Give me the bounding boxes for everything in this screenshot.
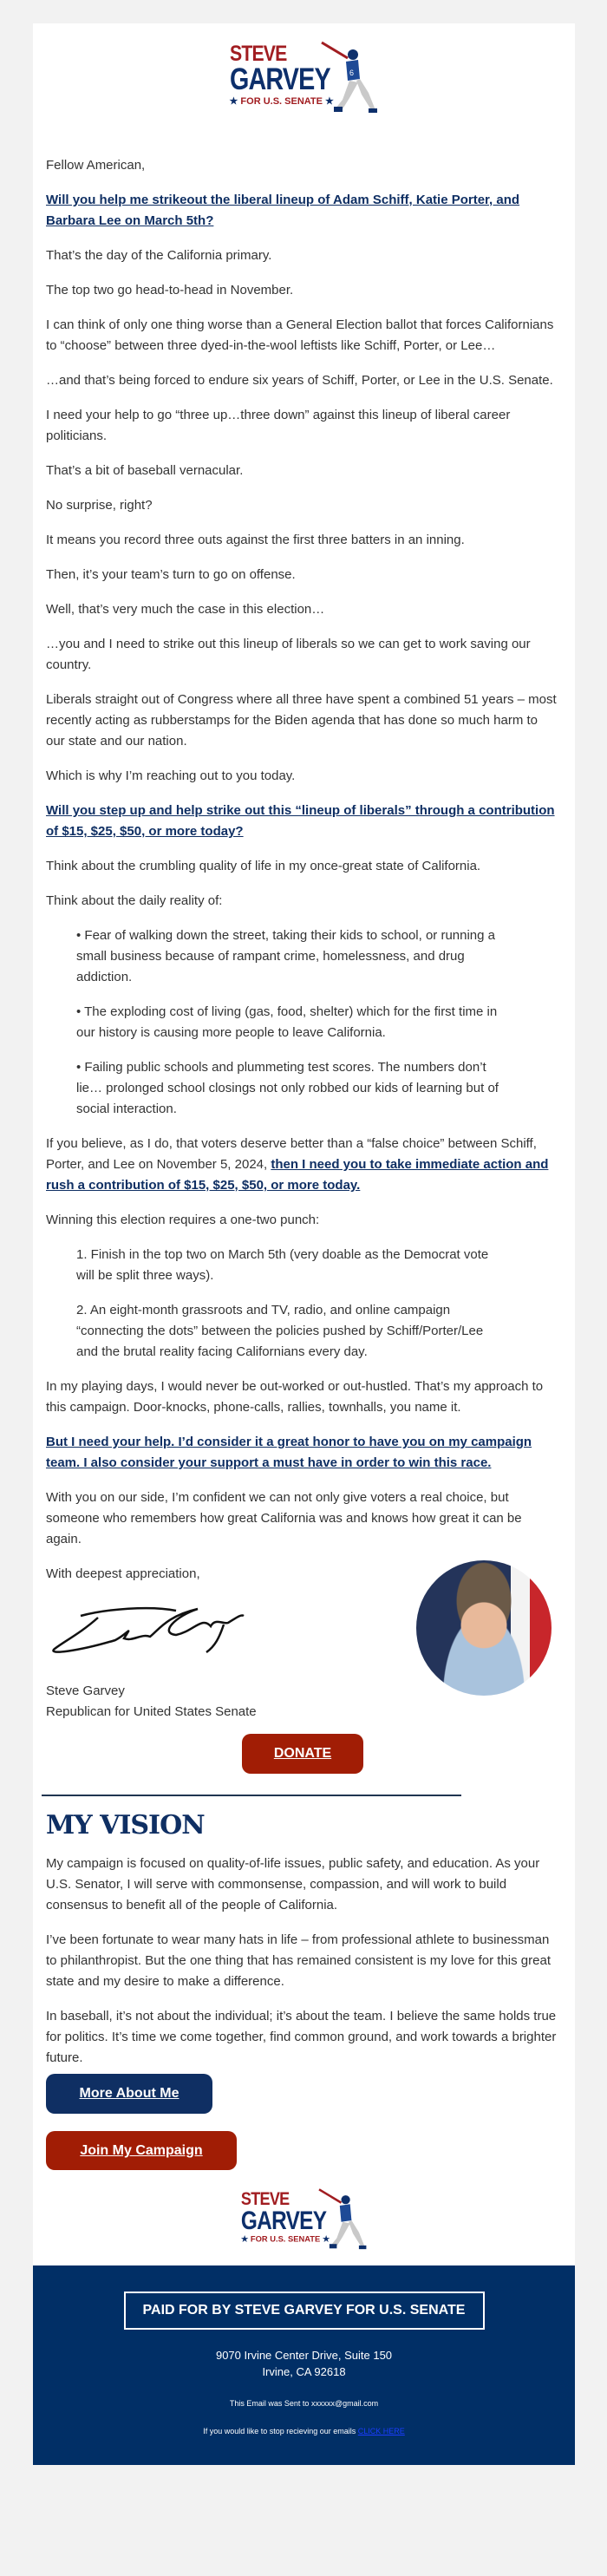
donate-link-3[interactable]: then I need you to take immediate action and rush a contribution of $15, $25, $50, or more today. xyxy=(46,1157,549,1193)
paragraph: I can think of only one thing worse than a General Election ballot that forces Californians to “choose” between three dyed-in-the-wool leftists like Schiff, Porter, or Lee… xyxy=(46,317,554,353)
paragraph: It means you record three outs against the first three batters in an inning. xyxy=(46,533,465,547)
candidate-photo xyxy=(416,1560,552,1696)
logo-steve: STEVE xyxy=(229,42,286,66)
paragraph: Winning this election requires a one-two punch: xyxy=(46,1213,320,1227)
donate-link-2[interactable]: Will you step up and help strike out this “lineup of liberals” through a contribution of $15, $25, $50, or more today? xyxy=(46,803,555,839)
header-logo: STEVE GARVEY ★ FOR U.S. SENATE ★ 6 xyxy=(33,23,575,126)
paragraph: I’ve been fortunate to wear many hats in life – from professional athlete to businessman to philanthropist. But the one thing that has remained consistent is my love for this great state and my desire to make a difference. xyxy=(46,1932,551,1989)
greeting: Fellow American, xyxy=(46,158,146,173)
list-item: 1. Finish in the top two on March 5th (very doable as the Democrat vote will be split three ways). xyxy=(76,1247,489,1283)
paid-for-disclaimer: PAID FOR BY STEVE GARVEY FOR U.S. SENATE xyxy=(124,2292,485,2330)
paragraph: My campaign is focused on quality-of-life issues, public safety, and education. As your U.S. Senator, I will serve with commonsense, compassion, and will work to build consensus to benefit all of the people of California. xyxy=(46,1856,540,1912)
email-card xyxy=(33,23,575,2465)
join-campaign-button[interactable]: Join My Campaign xyxy=(46,2131,237,2170)
list-item: • Failing public schools and plummeting test scores. The numbers don’t lie… prolonged school closings not only robbed our kids of learning but of social interaction. xyxy=(76,1060,499,1116)
footer-logo: STEVE GARVEY ★ FOR U.S. SENATE ★ xyxy=(33,2170,575,2257)
address-line-2: Irvine, CA 92618 xyxy=(262,2365,346,2378)
list-item: • The exploding cost of living (gas, food, shelter) which for the first time in our history is causing more people to leave California. xyxy=(76,1004,498,1040)
baseball-player-icon xyxy=(314,2187,367,2254)
letter-body xyxy=(33,155,575,2170)
donate-link-1[interactable]: Will you help me strikeout the liberal lineup of Adam Schiff, Katie Porter, and Barbara Lee on March 5th? xyxy=(46,193,520,228)
paragraph: Which is why I’m reaching out to you today. xyxy=(46,768,296,783)
list-item: 2. An eight-month grassroots and TV, radio, and online campaign “connecting the dots” between the policies pushed by Schiff/Porter/Lee and the brutal reality facing Californians every day. xyxy=(76,1303,484,1359)
address-line-1: 9070 Irvine Center Drive, Suite 150 xyxy=(215,2349,393,2362)
signature-image xyxy=(46,1599,245,1659)
paragraph: That’s a bit of baseball vernacular. xyxy=(46,463,244,478)
paragraph: That’s the day of the California primary. xyxy=(46,248,272,263)
paragraph: Well, that’s very much the case in this election… xyxy=(46,602,325,617)
signature-block xyxy=(46,1564,559,1729)
paragraph: …and that’s being forced to endure six years of Schiff, Porter, or Lee in the U.S. Senate. xyxy=(46,373,553,388)
reality-list xyxy=(46,925,506,1120)
join-link[interactable]: But I need your help. I’d consider it a great honor to have you on my campaign team. I also consider your support a must have in order to win this race. xyxy=(46,1435,532,1470)
paragraph: The top two go head-to-head in November. xyxy=(46,283,294,297)
closing: With deepest appreciation, xyxy=(46,1566,200,1581)
paragraph: With you on our side, I’m confident we can not only give voters a real choice, but someone who remembers how great California was and knows how great it can be again. xyxy=(46,1490,522,1546)
list-item: • Fear of walking down the street, taking their kids to school, or running a small business because of rampant crime, homelessness, and drug addiction. xyxy=(76,928,496,984)
paragraph: Liberals straight out of Congress where all three have spent a combined 51 years – most recently acting as rubberstamps for the Biden agenda that has done so much harm to our state and our nation. xyxy=(46,692,557,749)
svg-text:6: 6 xyxy=(349,69,354,77)
paragraph: In my playing days, I would never be out-worked or out-hustled. That’s my approach to this campaign. Door-knocks, phone-calls, rallies, townhalls, you name it. xyxy=(46,1379,544,1415)
signer-title: Republican for United States Senate xyxy=(46,1704,257,1719)
donate-button[interactable]: DONATE xyxy=(242,1734,363,1774)
paragraph: I need your help to go “three up…three down” against this lineup of liberal career politicians. xyxy=(46,408,511,443)
paragraph: If you believe, as I do, that voters deserve better than a “false choice” between Schiff, Porter, and Lee on November 5, 2024, then I need you to take immediate action and rush a contribution of $15, $25, $50, or more today. xyxy=(46,1136,549,1193)
paragraph: Think about the daily reality of: xyxy=(46,893,223,908)
unsubscribe-link[interactable]: CLICK HERE xyxy=(357,2427,405,2435)
paragraph: In baseball, it’s not about the individual; it’s about the team. I believe the same holds true for politics. It’s time we come together, find common ground, and work towards a brighter future. xyxy=(46,2009,557,2065)
divider xyxy=(42,1795,461,1796)
paragraph: …you and I need to strike out this lineup of liberals so we can get to work saving our country. xyxy=(46,637,531,672)
signer-name: Steve Garvey xyxy=(46,1684,125,1698)
baseball-player-icon xyxy=(317,39,379,119)
more-about-me-button[interactable]: More About Me xyxy=(46,2074,212,2114)
logo-garvey: GARVEY xyxy=(229,62,330,96)
unsubscribe-text: If you would like to stop recieving our emails xyxy=(203,2427,358,2435)
paragraph: Think about the crumbling quality of life in my once-great state of California. xyxy=(46,859,481,873)
sent-to-notice: This Email was Sent to xxxxxx@gmail.com xyxy=(229,2399,379,2408)
paragraph: No surprise, right? xyxy=(46,498,153,513)
footer xyxy=(33,2265,575,2465)
steps-list xyxy=(46,1245,506,1363)
logo-senate: FOR U.S. SENATE xyxy=(240,96,323,107)
paragraph: Then, it’s your team’s turn to go on offense. xyxy=(46,567,296,582)
vision-heading: MY VISION xyxy=(46,1810,205,1840)
